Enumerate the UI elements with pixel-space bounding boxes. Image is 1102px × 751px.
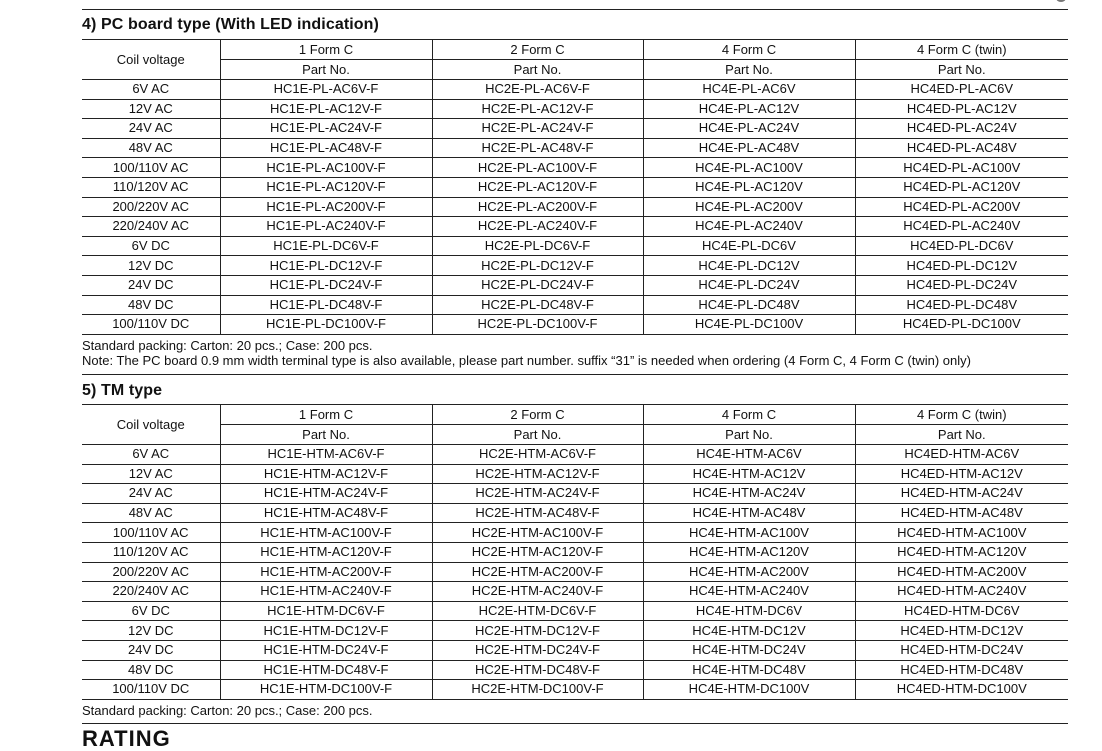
part-number-cell: HC4E-HTM-AC240V bbox=[643, 582, 855, 602]
coil-voltage-cell: 220/240V AC bbox=[82, 582, 220, 602]
coil-voltage-cell: 24V AC bbox=[82, 484, 220, 504]
part-number-cell: HC2E-PL-DC100V-F bbox=[432, 315, 643, 335]
coil-voltage-cell: 6V DC bbox=[82, 236, 220, 256]
coil-voltage-cell: 12V DC bbox=[82, 621, 220, 641]
part-number-cell: HC4E-PL-AC24V bbox=[643, 119, 855, 139]
form-header-2: 2 Form C bbox=[432, 405, 643, 425]
coil-voltage-cell: 100/110V DC bbox=[82, 680, 220, 700]
part-number-cell: HC4ED-PL-DC24V bbox=[855, 275, 1068, 295]
part-number-cell: HC1E-HTM-AC24V-F bbox=[220, 484, 432, 504]
part-number-cell: HC2E-HTM-DC12V-F bbox=[432, 621, 643, 641]
part-number-cell: HC4E-PL-DC24V bbox=[643, 275, 855, 295]
table-row bbox=[82, 621, 1068, 641]
part-number-cell: HC4ED-PL-DC48V bbox=[855, 295, 1068, 315]
part-no-header: Part No. bbox=[643, 60, 855, 80]
section-divider bbox=[82, 374, 1068, 375]
form-header-4-twin: 4 Form C (twin) bbox=[855, 405, 1068, 425]
part-number-cell: HC4E-PL-AC200V bbox=[643, 197, 855, 217]
part-number-cell: HC2E-HTM-AC200V-F bbox=[432, 562, 643, 582]
part-number-cell: HC1E-HTM-AC100V-F bbox=[220, 523, 432, 543]
form-header-2: 2 Form C bbox=[432, 40, 643, 60]
form-header-4: 4 Form C bbox=[643, 40, 855, 60]
table-row bbox=[82, 523, 1068, 543]
form-header-4: 4 Form C bbox=[643, 405, 855, 425]
table-row bbox=[82, 562, 1068, 582]
table-row bbox=[82, 601, 1068, 621]
table-row bbox=[82, 138, 1068, 158]
table-row bbox=[82, 119, 1068, 139]
table-row bbox=[82, 217, 1068, 237]
part-number-cell: HC4E-HTM-AC24V bbox=[643, 484, 855, 504]
part-number-cell: HC2E-HTM-AC6V-F bbox=[432, 445, 643, 465]
part-number-cell: HC4ED-HTM-AC12V bbox=[855, 464, 1068, 484]
pc-board-type-table bbox=[82, 39, 1068, 335]
part-number-cell: HC4ED-PL-AC200V bbox=[855, 197, 1068, 217]
part-number-cell: HC4E-PL-DC48V bbox=[643, 295, 855, 315]
coil-voltage-cell: 6V AC bbox=[82, 445, 220, 465]
table-row bbox=[82, 582, 1068, 602]
coil-voltage-cell: 24V DC bbox=[82, 640, 220, 660]
part-no-header: Part No. bbox=[432, 425, 643, 445]
part-number-cell: HC4ED-HTM-DC48V bbox=[855, 660, 1068, 680]
coil-voltage-cell: 48V DC bbox=[82, 660, 220, 680]
part-number-cell: HC4ED-HTM-DC12V bbox=[855, 621, 1068, 641]
part-number-cell: HC4ED-PL-AC240V bbox=[855, 217, 1068, 237]
part-number-cell: HC4E-PL-AC120V bbox=[643, 177, 855, 197]
part-no-header: Part No. bbox=[855, 60, 1068, 80]
page-corner-mark bbox=[1056, 0, 1066, 2]
part-number-cell: HC2E-PL-AC24V-F bbox=[432, 119, 643, 139]
part-number-cell: HC4E-PL-AC240V bbox=[643, 217, 855, 237]
part-number-cell: HC1E-PL-AC48V-F bbox=[220, 138, 432, 158]
part-number-cell: HC1E-PL-AC200V-F bbox=[220, 197, 432, 217]
form-header-1: 1 Form C bbox=[220, 405, 432, 425]
part-number-cell: HC1E-PL-DC100V-F bbox=[220, 315, 432, 335]
part-number-cell: HC4ED-PL-AC6V bbox=[855, 80, 1068, 100]
part-number-cell: HC4E-PL-DC12V bbox=[643, 256, 855, 276]
part-number-cell: HC2E-PL-AC12V-F bbox=[432, 99, 643, 119]
part-number-cell: HC1E-PL-AC120V-F bbox=[220, 177, 432, 197]
part-number-cell: HC4E-PL-AC100V bbox=[643, 158, 855, 178]
coil-voltage-cell: 12V AC bbox=[82, 99, 220, 119]
part-number-cell: HC2E-HTM-AC240V-F bbox=[432, 582, 643, 602]
part-number-cell: HC1E-HTM-DC6V-F bbox=[220, 601, 432, 621]
part-number-cell: HC4E-HTM-AC120V bbox=[643, 542, 855, 562]
part-number-cell: HC2E-HTM-DC6V-F bbox=[432, 601, 643, 621]
section-4-note: Note: The PC board 0.9 mm width terminal type is also available, please part number. suffix “31” is needed when ordering (4 Form C, 4 Form C (twin) only) bbox=[82, 353, 971, 368]
part-number-cell: HC1E-HTM-AC48V-F bbox=[220, 503, 432, 523]
part-no-header: Part No. bbox=[855, 425, 1068, 445]
part-number-cell: HC2E-HTM-DC100V-F bbox=[432, 680, 643, 700]
table-row bbox=[82, 464, 1068, 484]
coil-voltage-cell: 220/240V AC bbox=[82, 217, 220, 237]
bottom-rule bbox=[82, 723, 1068, 724]
part-number-cell: HC4ED-HTM-DC100V bbox=[855, 680, 1068, 700]
table-header-row bbox=[82, 405, 1068, 425]
coil-voltage-cell: 200/220V AC bbox=[82, 562, 220, 582]
part-number-cell: HC2E-PL-DC12V-F bbox=[432, 256, 643, 276]
part-number-cell: HC2E-PL-DC24V-F bbox=[432, 275, 643, 295]
form-header-1: 1 Form C bbox=[220, 40, 432, 60]
part-number-cell: HC1E-HTM-AC6V-F bbox=[220, 445, 432, 465]
part-number-cell: HC1E-HTM-DC24V-F bbox=[220, 640, 432, 660]
table-row bbox=[82, 542, 1068, 562]
part-number-cell: HC4E-HTM-AC100V bbox=[643, 523, 855, 543]
part-number-cell: HC2E-PL-AC48V-F bbox=[432, 138, 643, 158]
part-number-cell: HC1E-HTM-AC120V-F bbox=[220, 542, 432, 562]
part-number-cell: HC4ED-HTM-DC24V bbox=[855, 640, 1068, 660]
coil-voltage-cell: 100/110V AC bbox=[82, 158, 220, 178]
part-number-cell: HC4ED-HTM-AC200V bbox=[855, 562, 1068, 582]
table-row bbox=[82, 158, 1068, 178]
part-number-cell: HC1E-HTM-DC12V-F bbox=[220, 621, 432, 641]
table-row bbox=[82, 99, 1068, 119]
table-row bbox=[82, 295, 1068, 315]
part-number-cell: HC1E-PL-AC100V-F bbox=[220, 158, 432, 178]
part-number-cell: HC2E-PL-AC6V-F bbox=[432, 80, 643, 100]
part-number-cell: HC2E-PL-DC48V-F bbox=[432, 295, 643, 315]
table-row bbox=[82, 503, 1068, 523]
part-number-cell: HC1E-HTM-DC100V-F bbox=[220, 680, 432, 700]
table-row bbox=[82, 197, 1068, 217]
part-number-cell: HC4E-PL-AC48V bbox=[643, 138, 855, 158]
part-number-cell: HC2E-HTM-DC48V-F bbox=[432, 660, 643, 680]
table-row bbox=[82, 236, 1068, 256]
table-row bbox=[82, 256, 1068, 276]
part-number-cell: HC2E-HTM-AC100V-F bbox=[432, 523, 643, 543]
part-number-cell: HC4ED-PL-AC48V bbox=[855, 138, 1068, 158]
coil-voltage-cell: 24V DC bbox=[82, 275, 220, 295]
part-number-cell: HC2E-HTM-AC120V-F bbox=[432, 542, 643, 562]
part-number-cell: HC2E-PL-AC120V-F bbox=[432, 177, 643, 197]
part-number-cell: HC4E-HTM-AC6V bbox=[643, 445, 855, 465]
part-number-cell: HC1E-PL-DC12V-F bbox=[220, 256, 432, 276]
part-number-cell: HC2E-HTM-AC24V-F bbox=[432, 484, 643, 504]
part-no-header: Part No. bbox=[220, 60, 432, 80]
top-rule bbox=[82, 9, 1068, 10]
coil-voltage-cell: 110/120V AC bbox=[82, 177, 220, 197]
coil-voltage-cell: 100/110V DC bbox=[82, 315, 220, 335]
part-number-cell: HC2E-HTM-AC12V-F bbox=[432, 464, 643, 484]
part-number-cell: HC4ED-HTM-AC6V bbox=[855, 445, 1068, 465]
coil-voltage-cell: 24V AC bbox=[82, 119, 220, 139]
part-no-header: Part No. bbox=[220, 425, 432, 445]
coil-voltage-cell: 6V DC bbox=[82, 601, 220, 621]
section-4-title: 4) PC board type (With LED indication) bbox=[82, 16, 379, 33]
table-row bbox=[82, 640, 1068, 660]
part-number-cell: HC2E-PL-AC240V-F bbox=[432, 217, 643, 237]
part-number-cell: HC1E-PL-DC48V-F bbox=[220, 295, 432, 315]
table-row bbox=[82, 484, 1068, 504]
table-subheader-row bbox=[82, 425, 1068, 445]
section-5-packing: Standard packing: Carton: 20 pcs.; Case: 200 pcs. bbox=[82, 703, 373, 718]
part-number-cell: HC4E-HTM-AC12V bbox=[643, 464, 855, 484]
part-number-cell: HC4ED-HTM-AC48V bbox=[855, 503, 1068, 523]
part-number-cell: HC4E-PL-AC12V bbox=[643, 99, 855, 119]
table-subheader-row bbox=[82, 60, 1068, 80]
part-number-cell: HC1E-PL-AC24V-F bbox=[220, 119, 432, 139]
part-number-cell: HC4E-HTM-AC200V bbox=[643, 562, 855, 582]
part-number-cell: HC4ED-PL-DC12V bbox=[855, 256, 1068, 276]
part-number-cell: HC4ED-HTM-AC120V bbox=[855, 542, 1068, 562]
coil-voltage-cell: 200/220V AC bbox=[82, 197, 220, 217]
part-no-header: Part No. bbox=[643, 425, 855, 445]
part-number-cell: HC1E-HTM-DC48V-F bbox=[220, 660, 432, 680]
table-header-row bbox=[82, 40, 1068, 60]
coil-voltage-cell: 110/120V AC bbox=[82, 542, 220, 562]
part-number-cell: HC1E-HTM-AC12V-F bbox=[220, 464, 432, 484]
part-number-cell: HC4ED-PL-AC12V bbox=[855, 99, 1068, 119]
part-number-cell: HC4ED-HTM-AC24V bbox=[855, 484, 1068, 504]
part-number-cell: HC4E-PL-AC6V bbox=[643, 80, 855, 100]
part-number-cell: HC4ED-PL-AC120V bbox=[855, 177, 1068, 197]
part-number-cell: HC1E-PL-DC24V-F bbox=[220, 275, 432, 295]
coil-voltage-cell: 48V DC bbox=[82, 295, 220, 315]
table-body bbox=[82, 80, 1068, 335]
part-number-cell: HC4ED-PL-AC100V bbox=[855, 158, 1068, 178]
table-row bbox=[82, 680, 1068, 700]
table-row bbox=[82, 315, 1068, 335]
part-number-cell: HC1E-HTM-AC240V-F bbox=[220, 582, 432, 602]
part-number-cell: HC4ED-HTM-DC6V bbox=[855, 601, 1068, 621]
coil-voltage-cell: 100/110V AC bbox=[82, 523, 220, 543]
part-number-cell: HC4E-HTM-DC100V bbox=[643, 680, 855, 700]
coil-voltage-cell: 12V AC bbox=[82, 464, 220, 484]
part-number-cell: HC2E-PL-AC200V-F bbox=[432, 197, 643, 217]
part-number-cell: HC2E-PL-DC6V-F bbox=[432, 236, 643, 256]
part-number-cell: HC4E-HTM-DC6V bbox=[643, 601, 855, 621]
section-4-packing: Standard packing: Carton: 20 pcs.; Case: 200 pcs. bbox=[82, 338, 373, 353]
table-row bbox=[82, 660, 1068, 680]
form-header-4-twin: 4 Form C (twin) bbox=[855, 40, 1068, 60]
part-number-cell: HC4E-HTM-DC12V bbox=[643, 621, 855, 641]
coil-voltage-header: Coil voltage bbox=[82, 40, 220, 80]
coil-voltage-cell: 48V AC bbox=[82, 503, 220, 523]
part-number-cell: HC1E-PL-AC240V-F bbox=[220, 217, 432, 237]
part-number-cell: HC4E-HTM-DC24V bbox=[643, 640, 855, 660]
part-number-cell: HC4E-HTM-DC48V bbox=[643, 660, 855, 680]
table-row bbox=[82, 275, 1068, 295]
part-number-cell: HC2E-PL-AC100V-F bbox=[432, 158, 643, 178]
part-number-cell: HC1E-PL-AC12V-F bbox=[220, 99, 432, 119]
part-number-cell: HC4E-HTM-AC48V bbox=[643, 503, 855, 523]
next-section-title-partial: RATING bbox=[82, 726, 171, 751]
part-number-cell: HC4E-PL-DC6V bbox=[643, 236, 855, 256]
coil-voltage-cell: 48V AC bbox=[82, 138, 220, 158]
part-number-cell: HC2E-HTM-DC24V-F bbox=[432, 640, 643, 660]
part-number-cell: HC4ED-PL-DC100V bbox=[855, 315, 1068, 335]
part-number-cell: HC2E-HTM-AC48V-F bbox=[432, 503, 643, 523]
part-number-cell: HC1E-PL-DC6V-F bbox=[220, 236, 432, 256]
table-row bbox=[82, 177, 1068, 197]
table-row bbox=[82, 445, 1068, 465]
part-no-header: Part No. bbox=[432, 60, 643, 80]
tm-type-table bbox=[82, 404, 1068, 700]
part-number-cell: HC4ED-PL-DC6V bbox=[855, 236, 1068, 256]
part-number-cell: HC4ED-HTM-AC240V bbox=[855, 582, 1068, 602]
section-5-title: 5) TM type bbox=[82, 382, 163, 399]
coil-voltage-cell: 12V DC bbox=[82, 256, 220, 276]
coil-voltage-header: Coil voltage bbox=[82, 405, 220, 445]
table-body bbox=[82, 445, 1068, 700]
part-number-cell: HC4ED-HTM-AC100V bbox=[855, 523, 1068, 543]
part-number-cell: HC1E-HTM-AC200V-F bbox=[220, 562, 432, 582]
coil-voltage-cell: 6V AC bbox=[82, 80, 220, 100]
table-row bbox=[82, 80, 1068, 100]
part-number-cell: HC1E-PL-AC6V-F bbox=[220, 80, 432, 100]
part-number-cell: HC4E-PL-DC100V bbox=[643, 315, 855, 335]
part-number-cell: HC4ED-PL-AC24V bbox=[855, 119, 1068, 139]
